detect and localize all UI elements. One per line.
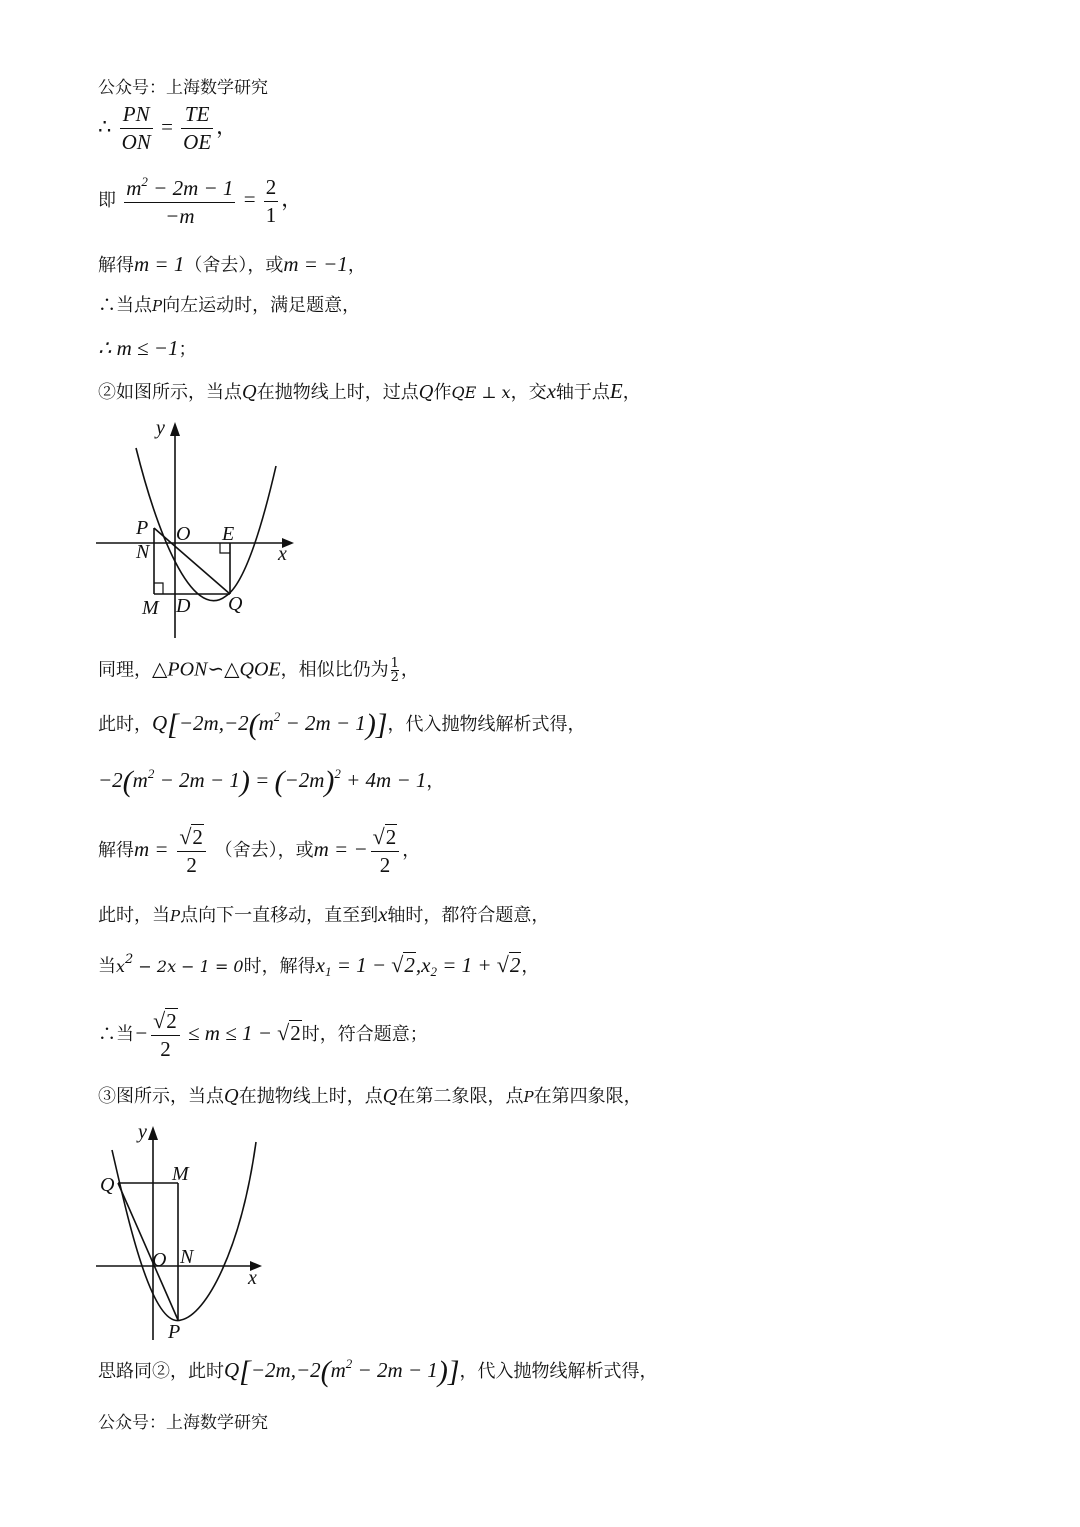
fig2-label-n: N (180, 1246, 194, 1268)
fig1-label-y: y (156, 418, 165, 439)
fig2-label-o: O (152, 1249, 167, 1271)
text-line-6: ②如图所示，当点Q在抛物线上时，过点Q作QE ⊥ x，交x轴于点E， (98, 379, 641, 403)
eq-line-15: 思路同②，此时$Q[-2m,-2(m^2 - 2m - 1)]$，代入抛物线解析式得， (98, 1355, 658, 1388)
text-line-14: ③图所示，当点Q在抛物线上时，点Q在第二象限，点P在第四象限， (98, 1086, 642, 1107)
fig1-segment-pq (154, 528, 230, 594)
eq-line-5: ∴ m ≤ −1； (98, 336, 197, 360)
fig1-label-e: E (222, 523, 235, 545)
figure-2 (96, 1120, 271, 1345)
eq-line-3: 解得m = 1（舍去），或m = −1， (98, 252, 366, 276)
fig2-label-x: x (248, 1267, 257, 1289)
fig1-label-m: M (142, 597, 159, 619)
fig1-label-d: D (176, 595, 191, 617)
text-line-11: 此时，当P点向下一直移动，直至到x轴时，都符合题意， (98, 902, 550, 926)
eq-line-1: ∴ $\frac{PN}{ON}$ = $\frac{TE}{OE}$ ， (98, 102, 238, 154)
eq-line-9: $-2(m^2 - 2m - 1) = (-2m)^2 + 4m - 1$， (98, 765, 445, 798)
fig2-label-q: Q (100, 1174, 115, 1196)
footer-watermark: 公众号：上海数学研究 (98, 1413, 268, 1433)
eq-line-12: 当$x^2 - 2x - 1 = 0$时，解得$x_1 = 1 - √2,x_2 = 1 + √2$， (98, 952, 540, 979)
fig1-label-q: Q (228, 593, 243, 615)
fig2-label-y: y (138, 1121, 147, 1143)
fig1-label-n: N (136, 541, 150, 563)
header-watermark: 公众号：上海数学研究 (98, 78, 268, 98)
fig2-label-m: M (172, 1163, 189, 1185)
eq-line-13: ∴当− $\frac{√2}{2}$ ≤ m ≤ 1 − √2时，符合题意； (98, 1008, 428, 1061)
fig1-parabola (136, 448, 276, 601)
fig2-segment-qp (118, 1183, 178, 1320)
eq-line-10: 解得m = $\frac{√2}{2}$ （舍去），或m = − $\frac{√2}{2}$ ， (98, 824, 421, 877)
eq-line-2: 即 $\frac{m^2 - 2m - 1}{-m}$ = $\frac{2}{1}$ ， (98, 174, 303, 228)
text-line-4: ∴当点P向左运动时，满足题意， (98, 295, 361, 316)
fig1-label-o: O (176, 523, 191, 545)
eq-line-8: 此时，$Q[-2m,-2(m^2 - 2m - 1)]$，代入抛物线解析式得， (98, 708, 586, 741)
fig1-label-x: x (278, 543, 287, 565)
fig1-label-p: P (136, 517, 149, 539)
figure-1 (96, 418, 306, 640)
text-line-7: 同理，△PON∽△QOE，相似比仍为 $\frac{1}{2}$ ， (98, 656, 419, 685)
fig2-label-p: P (168, 1321, 181, 1343)
